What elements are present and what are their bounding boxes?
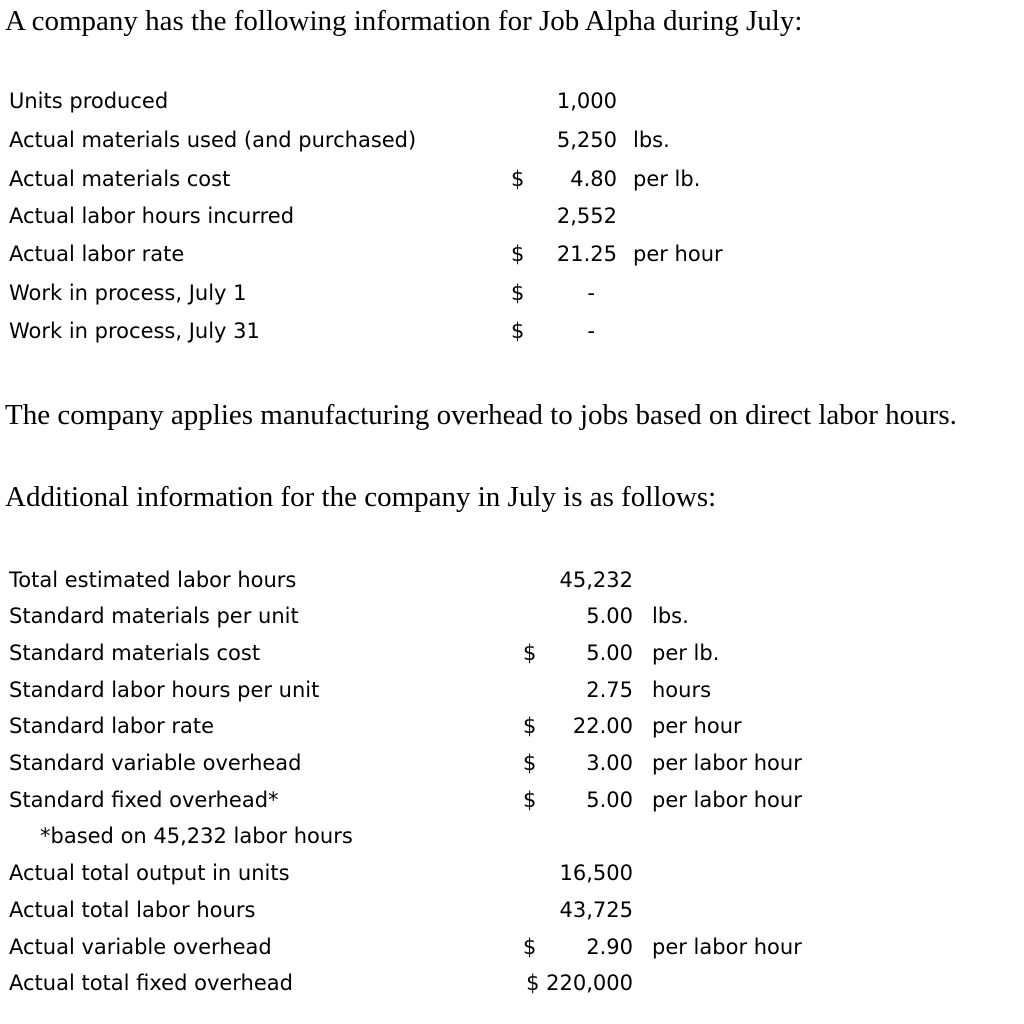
table-row [0, 244, 1024, 274]
row-value: - [587, 281, 595, 305]
table-row [0, 826, 1024, 856]
table-row [0, 643, 1024, 673]
row-value: $ 220,000 [526, 971, 633, 995]
row-value: - [587, 319, 595, 343]
row-label: Actual variable overhead [9, 935, 272, 959]
row-label: Standard materials cost [9, 641, 261, 665]
row-value: 21.25 [556, 242, 617, 266]
row-dollar: $ [523, 935, 537, 959]
row-label: Standard variable overhead [9, 751, 302, 775]
row-value: 3.00 [586, 751, 633, 775]
table-row [0, 169, 1024, 199]
row-unit: lbs. [652, 604, 689, 628]
table-row [0, 570, 1024, 600]
row-unit: hours [652, 678, 712, 702]
overhead-note: The company applies manufacturing overhead to jobs based on direct labor hours. [5, 399, 957, 431]
table-row [0, 206, 1024, 236]
row-label: Actual materials cost [9, 167, 231, 191]
table-row [0, 753, 1024, 783]
row-dollar: $ [523, 641, 537, 665]
table-row [0, 900, 1024, 930]
table-row [0, 606, 1024, 636]
row-value: 5,250 [556, 128, 617, 152]
row-label: Actual materials used (and purchased) [9, 128, 417, 152]
row-unit: per lb. [633, 167, 701, 191]
table-row [0, 790, 1024, 820]
row-value: 1,000 [556, 89, 617, 113]
table-row [0, 716, 1024, 746]
row-label: Standard fixed overhead* [9, 788, 279, 812]
row-label: Actual labor rate [9, 242, 185, 266]
row-unit: per labor hour [652, 788, 802, 812]
row-unit: per lb. [652, 641, 720, 665]
table-row [0, 680, 1024, 710]
table-row [0, 863, 1024, 893]
table-row [0, 91, 1024, 121]
row-unit: per labor hour [652, 751, 802, 775]
table-row [0, 283, 1024, 313]
row-dollar: $ [511, 242, 525, 266]
row-unit: per labor hour [652, 935, 802, 959]
row-value: 4.80 [570, 167, 617, 191]
table-row [0, 937, 1024, 967]
row-unit: lbs. [633, 128, 670, 152]
row-unit: per hour [633, 242, 723, 266]
row-label: Actual total labor hours [9, 898, 256, 922]
row-value: 2.75 [586, 678, 633, 702]
row-label: Standard labor rate [9, 714, 215, 738]
row-value: 45,232 [559, 568, 633, 592]
row-value: 22.00 [572, 714, 633, 738]
row-label: Work in process, July 1 [9, 281, 247, 305]
row-dollar: $ [523, 751, 537, 775]
row-value: 43,725 [559, 898, 633, 922]
row-label: Standard labor hours per unit [9, 678, 320, 702]
row-dollar: $ [523, 714, 537, 738]
row-label: Actual total fixed overhead [9, 971, 293, 995]
table-row [0, 130, 1024, 160]
row-label: Actual total output in units [9, 861, 290, 885]
table-row [0, 973, 1024, 1003]
row-label: Units produced [9, 89, 169, 113]
footnote-label: *based on 45,232 labor hours [40, 824, 353, 848]
intro-text: A company has the following information for Job Alpha during July: [5, 5, 803, 37]
row-label: Work in process, July 31 [9, 319, 260, 343]
row-unit: per hour [652, 714, 742, 738]
row-dollar: $ [511, 167, 525, 191]
row-label: Standard materials per unit [9, 604, 299, 628]
row-label: Total estimated labor hours [9, 568, 297, 592]
row-label: Actual labor hours incurred [9, 204, 295, 228]
row-value: 5.00 [586, 604, 633, 628]
row-value: 2,552 [556, 204, 617, 228]
row-dollar: $ [511, 281, 525, 305]
row-dollar: $ [511, 319, 525, 343]
row-value: 2.90 [586, 935, 633, 959]
row-value: 5.00 [586, 788, 633, 812]
row-value: 16,500 [559, 861, 633, 885]
additional-intro: Additional information for the company in July is as follows: [5, 481, 717, 513]
table-row [0, 321, 1024, 351]
row-dollar: $ [523, 788, 537, 812]
row-value: 5.00 [586, 641, 633, 665]
